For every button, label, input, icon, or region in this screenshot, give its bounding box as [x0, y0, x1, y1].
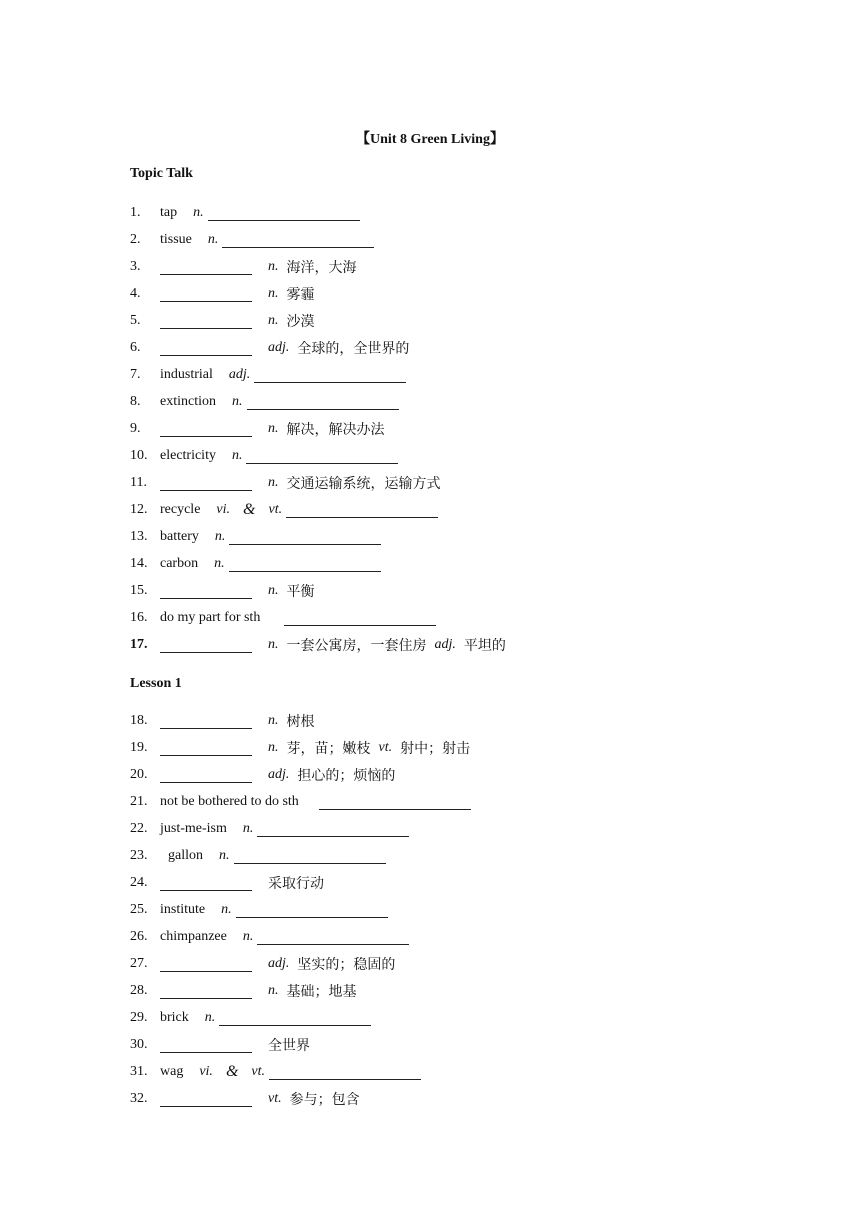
item-number: 23. — [130, 848, 148, 863]
item-pos: n. — [231, 448, 243, 463]
item-meaning: 参与；包含 — [289, 1092, 360, 1108]
list-item — [130, 446, 398, 466]
list-item — [130, 738, 470, 758]
list-item — [130, 230, 374, 250]
item-number: 20. — [130, 767, 148, 782]
item-pos: vt. — [268, 1091, 282, 1106]
item-number: 8. — [130, 394, 141, 409]
item-pos: n. — [268, 637, 279, 652]
list-item — [130, 635, 506, 655]
item-pos: adj. — [268, 956, 290, 971]
item-number: 13. — [130, 529, 148, 544]
item-meaning: 一套公寓房，一套住房 — [286, 638, 427, 654]
item-pos: adj. — [268, 340, 290, 355]
item-meaning: 基础；地基 — [286, 984, 357, 1000]
item-meaning-2: 射中；射击 — [400, 741, 471, 757]
answer-blank[interactable] — [160, 287, 252, 302]
list-item — [130, 527, 381, 547]
item-word: extinction — [160, 394, 216, 409]
list-item — [130, 1035, 310, 1055]
item-pos: n. — [193, 205, 204, 220]
item-pos: n. — [268, 421, 279, 436]
item-pos: n. — [268, 713, 279, 728]
answer-blank[interactable] — [236, 903, 388, 918]
list-item — [130, 473, 441, 493]
list-item — [130, 338, 409, 358]
list-item — [130, 608, 436, 628]
section-heading-lesson-1: Lesson 1 — [130, 676, 182, 691]
item-pos: n. — [207, 232, 219, 247]
answer-blank[interactable] — [160, 1038, 252, 1053]
item-number: 2. — [130, 232, 141, 247]
answer-blank[interactable] — [160, 984, 252, 999]
list-item — [130, 1008, 371, 1028]
item-word: electricity — [160, 448, 216, 463]
list-item — [130, 311, 315, 331]
item-number: 24. — [130, 875, 148, 890]
item-number: 29. — [130, 1010, 148, 1025]
answer-blank[interactable] — [160, 638, 252, 653]
list-item — [130, 581, 315, 601]
item-pos: adj. — [228, 367, 251, 382]
item-number: 4. — [130, 286, 141, 301]
item-pos: n. — [242, 821, 254, 836]
item-pos: n. — [268, 475, 279, 490]
ampersand: & — [243, 501, 256, 518]
list-item — [130, 554, 381, 574]
item-pos: n. — [242, 929, 254, 944]
item-pos: n. — [268, 740, 279, 755]
answer-blank[interactable] — [160, 341, 252, 356]
answer-blank[interactable] — [219, 1011, 371, 1026]
item-pos-2: adj. — [434, 637, 456, 652]
answer-blank[interactable] — [257, 930, 409, 945]
answer-blank[interactable] — [160, 768, 252, 783]
answer-blank[interactable] — [222, 233, 374, 248]
item-meaning: 雾霾 — [286, 287, 315, 303]
item-word: wag — [160, 1064, 184, 1079]
list-item — [130, 765, 395, 785]
item-meaning: 沙漠 — [286, 314, 315, 330]
answer-blank[interactable] — [246, 449, 398, 464]
item-pos: n. — [232, 394, 243, 409]
list-item — [130, 900, 388, 920]
item-word: do my part for sth — [160, 610, 261, 625]
item-meaning: 芽，苗；嫩枝 — [286, 741, 371, 757]
item-number: 3. — [130, 259, 141, 274]
item-number: 26. — [130, 929, 148, 944]
list-item — [130, 792, 471, 812]
item-meaning: 解决，解决办法 — [286, 422, 385, 438]
item-pos: n. — [268, 313, 279, 328]
item-pos: n. — [204, 1010, 216, 1025]
item-pos-2: vt. — [378, 740, 393, 755]
item-meaning: 采取行动 — [268, 876, 324, 892]
item-number: 6. — [130, 340, 141, 355]
answer-blank[interactable] — [269, 1065, 421, 1080]
item-number: 32. — [130, 1091, 148, 1106]
item-number: 21. — [130, 794, 148, 809]
item-number: 17. — [130, 637, 148, 652]
item-word: battery — [160, 529, 199, 544]
ampersand: & — [225, 1063, 239, 1080]
item-word: institute — [160, 902, 206, 917]
answer-blank[interactable] — [229, 557, 381, 572]
answer-blank[interactable] — [160, 714, 252, 729]
list-item — [130, 1062, 421, 1082]
item-word: just-me-ism — [160, 821, 227, 836]
answer-blank[interactable] — [160, 260, 252, 275]
item-number: 5. — [130, 313, 141, 328]
item-number: 30. — [130, 1037, 148, 1052]
answer-blank[interactable] — [319, 795, 471, 810]
item-pos: n. — [214, 556, 225, 571]
item-pos: n. — [214, 529, 226, 544]
item-pos: vi. — [216, 502, 231, 517]
item-meaning: 树根 — [286, 714, 315, 730]
item-pos: vi. — [199, 1064, 213, 1079]
item-meaning: 全世界 — [268, 1038, 310, 1054]
item-number: 19. — [130, 740, 148, 755]
item-number: 10. — [130, 448, 148, 463]
item-number: 28. — [130, 983, 148, 998]
answer-blank[interactable] — [247, 395, 399, 410]
item-meaning: 平衡 — [286, 584, 315, 600]
answer-blank[interactable] — [254, 368, 406, 383]
item-number: 16. — [130, 610, 148, 625]
item-pos: n. — [268, 983, 279, 998]
item-meaning: 全球的，全世界的 — [297, 341, 410, 357]
answer-blank[interactable] — [286, 503, 438, 518]
item-meaning: 担心的；烦恼的 — [297, 768, 396, 784]
answer-blank[interactable] — [160, 876, 252, 891]
section-heading-topic-talk: Topic Talk — [130, 166, 193, 181]
list-item — [130, 1089, 360, 1109]
list-item — [130, 873, 324, 893]
answer-blank[interactable] — [160, 584, 252, 599]
item-pos: n. — [219, 848, 230, 863]
item-number: 12. — [130, 502, 148, 517]
item-number: 27. — [130, 956, 148, 971]
list-item — [130, 500, 438, 520]
answer-blank[interactable] — [234, 849, 386, 864]
list-item — [130, 954, 395, 974]
item-number: 9. — [130, 421, 141, 436]
list-item — [130, 846, 386, 866]
item-word: brick — [160, 1010, 189, 1025]
item-number: 1. — [130, 205, 141, 220]
item-number: 25. — [130, 902, 148, 917]
list-item — [130, 711, 315, 731]
item-pos: n. — [221, 902, 232, 917]
item-word: chimpanzee — [160, 929, 227, 944]
item-word: industrial — [160, 367, 213, 382]
answer-blank[interactable] — [208, 206, 360, 221]
item-number: 15. — [130, 583, 148, 598]
item-word: not be bothered to do sth — [160, 794, 299, 809]
item-word: gallon — [168, 848, 203, 863]
item-meaning: 坚实的；稳固的 — [297, 957, 396, 973]
list-item — [130, 203, 360, 223]
item-pos: n. — [268, 259, 279, 274]
item-meaning: 海洋，大海 — [286, 260, 357, 276]
page-title: 【Unit 8 Green Living】 — [356, 132, 504, 147]
list-item — [130, 819, 409, 839]
item-word: tissue — [160, 232, 192, 247]
answer-blank[interactable] — [160, 1092, 252, 1107]
answer-blank[interactable] — [229, 530, 381, 545]
answer-blank[interactable] — [160, 476, 252, 491]
item-number: 7. — [130, 367, 141, 382]
answer-blank[interactable] — [160, 422, 252, 437]
list-item — [130, 927, 409, 947]
item-pos-2: vt. — [268, 502, 283, 517]
item-pos-2: vt. — [251, 1064, 265, 1079]
list-item — [130, 392, 399, 412]
item-number: 11. — [130, 475, 147, 490]
answer-blank[interactable] — [284, 611, 436, 626]
list-item — [130, 419, 385, 439]
answer-blank[interactable] — [257, 822, 409, 837]
list-item — [130, 365, 406, 385]
item-pos: adj. — [268, 767, 290, 782]
item-word: tap — [160, 205, 178, 220]
answer-blank[interactable] — [160, 741, 252, 756]
list-item — [130, 981, 357, 1001]
item-pos: n. — [268, 286, 279, 301]
answer-blank[interactable] — [160, 314, 252, 329]
item-number: 22. — [130, 821, 148, 836]
item-number: 14. — [130, 556, 148, 571]
item-number: 18. — [130, 713, 148, 728]
item-number: 31. — [130, 1064, 148, 1079]
list-item — [130, 257, 357, 277]
item-meaning-2: 平坦的 — [463, 638, 506, 654]
answer-blank[interactable] — [160, 957, 252, 972]
item-word: recycle — [160, 502, 201, 517]
item-meaning: 交通运输系统，运输方式 — [286, 476, 441, 492]
item-word: carbon — [160, 556, 199, 571]
list-item — [130, 284, 315, 304]
item-pos: n. — [268, 583, 279, 598]
